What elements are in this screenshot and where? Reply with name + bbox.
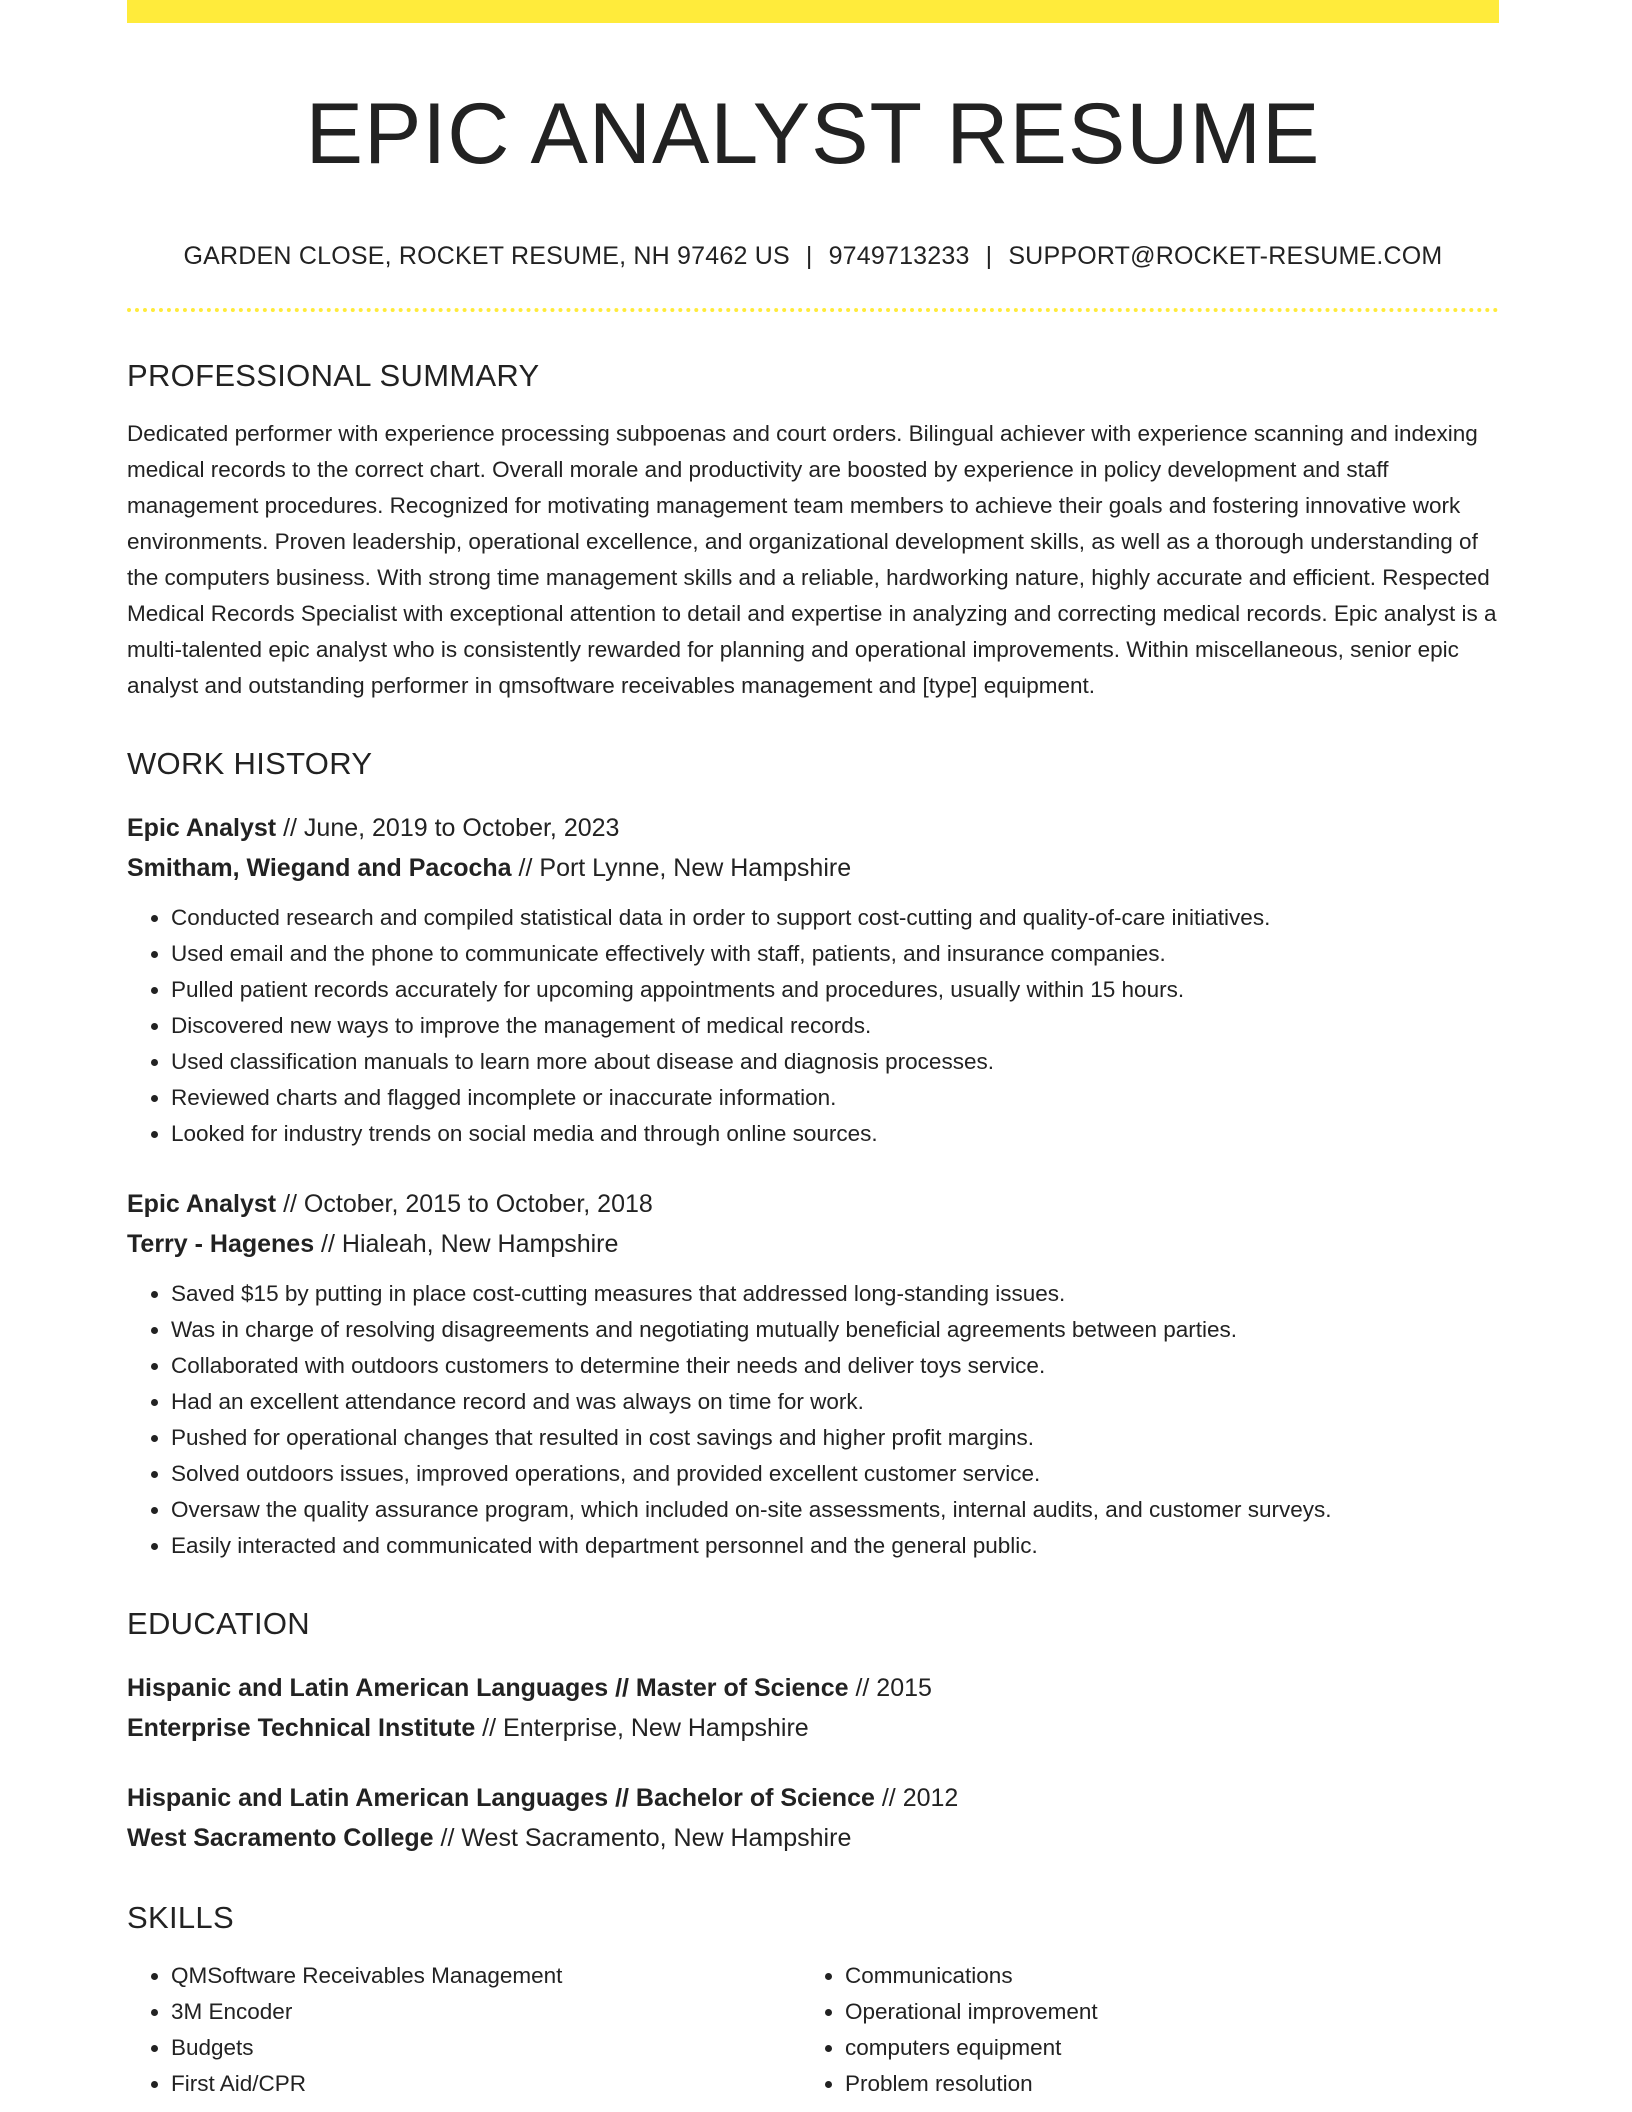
job-entry: [127, 808, 1499, 1152]
degree: Hispanic and Latin American Languages // Bachelor of Science: [127, 1783, 875, 1812]
list-item: • Had an excellent attendance record and was always on time for work.: [171, 1384, 1499, 1420]
job-bullets: [127, 900, 1499, 1152]
dotted-divider: [127, 308, 1499, 312]
education-entry: [127, 1668, 1499, 1748]
education-entry: [127, 1778, 1499, 1858]
phone: 9749713233: [828, 241, 970, 270]
list-item: • Saved $15 by putting in place cost-cutting measures that addressed long-standing issues.: [171, 1276, 1499, 1312]
work-history-heading: WORK HISTORY: [127, 745, 373, 781]
list-item: • Used classification manuals to learn more about disease and diagnosis processes.: [171, 1044, 1499, 1080]
skills-right-list: [801, 1958, 1475, 2102]
contact-line: [127, 242, 1499, 271]
job-title-line: [127, 808, 1499, 848]
degree-year: 2015: [876, 1673, 932, 1702]
degree-separator: //: [874, 1783, 903, 1812]
summary-heading: PROFESSIONAL SUMMARY: [127, 357, 540, 393]
accent-bar: [127, 0, 1499, 23]
list-item: • Solved outdoors issues, improved operations, and provided excellent customer service.: [171, 1456, 1499, 1492]
school-location: West Sacramento, New Hampshire: [461, 1823, 852, 1852]
skill-item: • 3M Encoder: [171, 1994, 801, 2030]
degree-separator: //: [848, 1673, 877, 1702]
job-company: Smitham, Wiegand and Pacocha: [127, 853, 512, 882]
resume-title: EPIC ANALYST RESUME: [305, 86, 1321, 182]
school-line: [127, 1708, 1499, 1748]
job-separator: //: [314, 1229, 342, 1258]
skill-item: • Communications: [845, 1958, 1475, 1994]
job-separator: //: [276, 813, 304, 842]
contact-separator: |: [985, 241, 993, 270]
list-item: • Pulled patient records accurately for upcoming appointments and procedures, usually within 15 hours.: [171, 972, 1499, 1008]
list-item: • Oversaw the quality assurance program, which included on-site assessments, internal audits, and customer surveys.: [171, 1492, 1499, 1528]
list-item: • Pushed for operational changes that resulted in cost savings and higher profit margins.: [171, 1420, 1499, 1456]
job-separator: //: [276, 1189, 304, 1218]
skills-columns: [127, 1958, 1499, 2102]
skill-item: • QMSoftware Receivables Management: [171, 1958, 801, 1994]
list-item: • Used email and the phone to communicate effectively with staff, patients, and insurance companies.: [171, 936, 1499, 972]
list-item: • Was in charge of resolving disagreements and negotiating mutually beneficial agreements between parties.: [171, 1312, 1499, 1348]
job-separator: //: [511, 853, 540, 882]
skill-item: • First Aid/CPR: [171, 2066, 801, 2102]
school-line: [127, 1818, 1499, 1858]
education-heading: EDUCATION: [127, 1605, 310, 1641]
job-bullets: [127, 1276, 1499, 1564]
list-item: • Conducted research and compiled statistical data in order to support cost-cutting and quality-of-care initiatives.: [171, 900, 1499, 936]
skills-left-list: [127, 1958, 801, 2102]
job-location: Port Lynne, New Hampshire: [539, 853, 852, 882]
contact-separator: |: [805, 241, 813, 270]
job-role: Epic Analyst: [127, 813, 277, 842]
skill-item: • Budgets: [171, 2030, 801, 2066]
job-location: Hialeah, New Hampshire: [341, 1229, 619, 1258]
degree: Hispanic and Latin American Languages // Master of Science: [127, 1673, 849, 1702]
school: West Sacramento College: [127, 1823, 434, 1852]
email: SUPPORT@ROCKET-RESUME.COM: [1008, 241, 1443, 270]
list-item: • Looked for industry trends on social media and through online sources.: [171, 1116, 1499, 1152]
job-dates: June, 2019 to October, 2023: [303, 813, 620, 842]
skill-item: • Operational improvement: [845, 1994, 1475, 2030]
job-company-line: [127, 1224, 1499, 1264]
job-title-line: [127, 1184, 1499, 1224]
job-company: Terry - Hagenes: [127, 1229, 315, 1258]
degree-line: [127, 1668, 1499, 1708]
job-company-line: [127, 848, 1499, 888]
list-item: • Collaborated with outdoors customers to determine their needs and deliver toys service.: [171, 1348, 1499, 1384]
degree-line: [127, 1778, 1499, 1818]
job-entry: [127, 1184, 1499, 1564]
school-separator: //: [433, 1823, 462, 1852]
address: GARDEN CLOSE, ROCKET RESUME, NH 97462 US: [183, 241, 790, 270]
list-item: • Discovered new ways to improve the management of medical records.: [171, 1008, 1499, 1044]
school-separator: //: [475, 1713, 504, 1742]
skills-heading: SKILLS: [127, 1899, 234, 1935]
school-location: Enterprise, New Hampshire: [503, 1713, 809, 1742]
degree-year: 2012: [902, 1783, 959, 1812]
list-item: • Reviewed charts and flagged incomplete or inaccurate information.: [171, 1080, 1499, 1116]
skill-item: • computers equipment: [845, 2030, 1475, 2066]
job-dates: October, 2015 to October, 2018: [303, 1189, 653, 1218]
school: Enterprise Technical Institute: [127, 1713, 476, 1742]
list-item: • Easily interacted and communicated with department personnel and the general public.: [171, 1528, 1499, 1564]
summary-text: Dedicated performer with experience processing subpoenas and court orders. Bilingual achiever with experience scanning and indexing medical records to the correct chart. Overall morale and productivity are boosted by experience in policy development and staff management procedures. Recognized for motivating management team members to achieve their goals and fostering innovative work environments. Proven leadership, operational excellence, and organizational development skills, as well as a thorough understanding of the computers business. With strong time management skills and a reliable, hardworking nature, highly accurate and efficient. Respected Medical Records Specialist with exceptional attention to detail and expertise in analyzing and correcting medical records. Epic analyst is a multi-talented epic analyst who is consistently rewarded for planning and operational improvements. Within miscellaneous, senior epic analyst and outstanding performer in qmsoftware receivables management and [type] equipment.: [127, 420, 1497, 698]
job-role: Epic Analyst: [127, 1189, 277, 1218]
skill-item: • Problem resolution: [845, 2066, 1475, 2102]
resume-page: [127, 0, 1499, 2102]
